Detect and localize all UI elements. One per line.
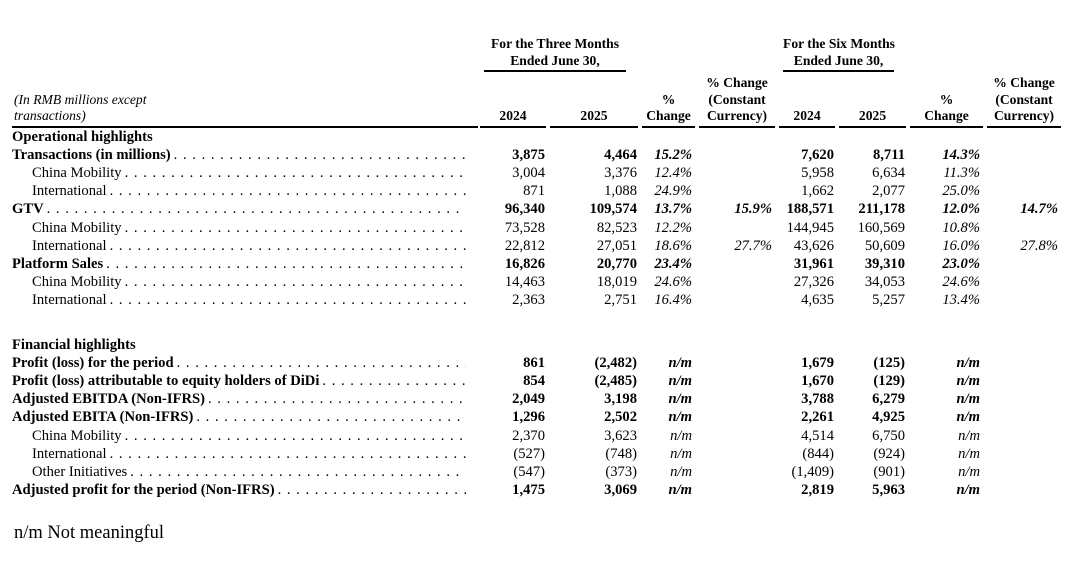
col-2025-6m: 2025: [837, 72, 908, 128]
dot-leader: [125, 219, 466, 237]
cell-value: 5,958: [801, 164, 835, 181]
row-label: [12, 182, 478, 200]
row-label: [12, 445, 478, 463]
row-label: [12, 146, 478, 164]
cell-value: 861: [523, 354, 545, 371]
cell-value: 24.9%: [654, 183, 693, 200]
cell-value: 1,088: [604, 183, 638, 200]
cell-value: 8,711: [872, 146, 906, 163]
row-label: [12, 200, 478, 218]
six-months-line2: Ended June 30,: [793, 52, 884, 68]
dot-leader: [208, 390, 466, 408]
cell-value: [697, 463, 777, 481]
dot-leader: [47, 200, 466, 218]
row-label-text: Transactions (in millions): [12, 146, 171, 163]
table-row: [12, 427, 1063, 445]
cell-value: 4,635: [801, 292, 835, 309]
cell-value: n/m: [670, 463, 693, 480]
col-pct-change-cc-3m: [697, 72, 777, 128]
dot-leader: [125, 273, 466, 291]
cell-value: [985, 219, 1063, 237]
cell-value: 7,620: [801, 146, 835, 163]
table-row: [12, 200, 1063, 218]
cell-value: (129): [873, 372, 906, 389]
six-months-header: [777, 36, 908, 72]
cell-value: [985, 408, 1063, 426]
table-row: [12, 291, 1063, 309]
pct-cc-line1: % Change: [706, 75, 768, 90]
pct-change-line2: Change: [924, 108, 969, 123]
cell-value: 22,812: [504, 237, 545, 254]
cell-value: 2,370: [512, 427, 545, 444]
cell-value: 1,670: [801, 372, 835, 389]
pct-cc-line3: Currency): [706, 108, 768, 123]
pct-change-line1: %: [661, 91, 676, 107]
cell-value: [777, 128, 837, 146]
table-row: [12, 408, 1063, 426]
dot-leader: [110, 291, 466, 309]
row-label: [12, 354, 478, 372]
cell-value: [697, 427, 777, 445]
cell-value: [697, 372, 777, 390]
cell-value: 3,623: [604, 427, 638, 444]
cell-value: (547): [513, 463, 545, 480]
cell-value: 6,750: [872, 427, 906, 444]
col-2024-3m: 2024: [478, 72, 548, 128]
cell-value: 3,875: [512, 146, 545, 163]
row-label-text: Financial highlights: [12, 336, 136, 353]
cell-value: [697, 182, 777, 200]
cell-value: n/m: [958, 463, 981, 480]
cell-value: (844): [802, 445, 835, 462]
row-label-header: [12, 72, 478, 128]
cell-value: 1,679: [801, 354, 835, 371]
cell-value: 2,261: [801, 409, 835, 426]
row-label-header-line1: (In RMB millions except: [14, 91, 147, 107]
cell-value: 5,963: [872, 482, 906, 499]
cell-value: 16.4%: [654, 292, 693, 309]
cell-value: 1,296: [512, 409, 545, 426]
cell-value: 2,363: [512, 292, 545, 309]
cell-value: 109,574: [589, 201, 638, 218]
cell-value: n/m: [956, 391, 981, 408]
col-pct-change-6m: [908, 72, 985, 128]
cell-value: [985, 427, 1063, 445]
table-row: [12, 164, 1063, 182]
cell-value: [985, 463, 1063, 481]
cell-value: 23.0%: [942, 255, 981, 272]
table-row: [12, 372, 1063, 390]
three-months-line1: For the Three Months: [491, 36, 620, 51]
cell-value: 73,528: [504, 219, 545, 236]
cell-value: 3,788: [801, 391, 835, 408]
cell-value: [985, 182, 1063, 200]
cell-value: 23.4%: [654, 255, 693, 272]
row-label-text: GTV: [12, 201, 44, 218]
cell-value: 15.9%: [734, 201, 773, 218]
cell-value: [697, 336, 777, 354]
row-label: [12, 481, 478, 499]
cell-value: 4,464: [604, 146, 638, 163]
cell-value: [697, 146, 777, 164]
cell-value: (2,482): [594, 354, 638, 371]
empty-header-cell: [908, 36, 985, 72]
cell-value: n/m: [668, 409, 693, 426]
table-row: [12, 481, 1063, 499]
empty-header-cell: [985, 36, 1063, 72]
dot-leader: [125, 164, 466, 182]
row-label: [12, 291, 478, 309]
cell-value: [697, 408, 777, 426]
cell-value: n/m: [956, 409, 981, 426]
cell-value: 2,751: [604, 292, 638, 309]
cell-value: n/m: [958, 445, 981, 462]
empty-header-cell: [640, 36, 697, 72]
cell-value: 24.6%: [654, 274, 693, 291]
cell-value: n/m: [958, 427, 981, 444]
cell-value: [697, 219, 777, 237]
dot-leader: [130, 463, 466, 481]
row-label: [12, 164, 478, 182]
six-months-line1: For the Six Months: [783, 36, 895, 51]
table-row: [12, 255, 1063, 273]
cell-value: 10.8%: [942, 219, 981, 236]
row-label-text: Operational highlights: [12, 128, 153, 145]
cell-value: [697, 445, 777, 463]
dot-leader: [177, 354, 466, 372]
cell-value: n/m: [956, 482, 981, 499]
cell-value: [697, 255, 777, 273]
cell-value: (901): [873, 463, 906, 480]
dot-leader: [110, 182, 466, 200]
cell-value: (125): [873, 354, 906, 371]
pct-cc-line2: (Constant: [708, 91, 766, 107]
cell-value: [697, 291, 777, 309]
cell-value: 2,077: [872, 183, 906, 200]
row-label: [12, 237, 478, 255]
row-label-header-line2: transactions): [14, 108, 86, 123]
row-label: [12, 372, 478, 390]
cell-value: 13.4%: [942, 292, 981, 309]
footnote: n/m Not meaningful: [14, 523, 165, 544]
cell-value: 12.2%: [654, 219, 693, 236]
cell-value: [985, 255, 1063, 273]
table-row: [12, 336, 1063, 354]
cell-value: 6,279: [872, 391, 906, 408]
row-label: [12, 427, 478, 445]
row-label-text: Adjusted EBITA (Non-IFRS): [12, 409, 194, 426]
three-months-header: [478, 36, 640, 72]
table-row: [12, 237, 1063, 255]
three-months-line2: Ended June 30,: [510, 52, 600, 68]
row-label-text: China Mobility: [32, 219, 122, 236]
cell-value: 27,326: [793, 274, 835, 291]
cell-value: n/m: [956, 354, 981, 371]
dot-leader: [278, 481, 466, 499]
cell-value: 12.0%: [942, 201, 981, 218]
dot-leader: [322, 372, 466, 390]
cell-value: 14.7%: [1020, 201, 1059, 218]
cell-value: (373): [605, 463, 638, 480]
cell-value: 4,514: [801, 427, 835, 444]
cell-value: 1,662: [801, 183, 835, 200]
cell-value: (748): [605, 445, 638, 462]
cell-value: [985, 481, 1063, 499]
row-label-text: Other Initiatives: [32, 463, 128, 480]
cell-value: [777, 336, 837, 354]
cell-value: 144,945: [786, 219, 835, 236]
cell-value: 31,961: [793, 255, 835, 272]
cell-value: (2,485): [594, 372, 638, 389]
cell-value: (1,409): [791, 463, 835, 480]
table-row: [12, 445, 1063, 463]
cell-value: [697, 481, 777, 499]
cell-value: 18,019: [596, 274, 638, 291]
cell-value: 2,049: [512, 391, 545, 408]
cell-value: 160,569: [857, 219, 906, 236]
pct-cc-line1: % Change: [993, 75, 1055, 90]
row-label-text: International: [32, 445, 107, 462]
cell-value: 12.4%: [654, 164, 693, 181]
pct-change-line1: %: [939, 91, 954, 107]
col-2024-6m: 2024: [777, 72, 837, 128]
cell-value: [985, 354, 1063, 372]
table-row: [12, 463, 1063, 481]
dot-leader: [110, 237, 466, 255]
cell-value: n/m: [668, 482, 693, 499]
cell-value: [985, 146, 1063, 164]
cell-value: 43,626: [793, 237, 835, 254]
cell-value: [697, 273, 777, 291]
cell-value: [837, 336, 908, 354]
cell-value: (527): [513, 445, 545, 462]
cell-value: 14,463: [504, 274, 545, 291]
row-label-text: International: [32, 183, 107, 200]
cell-value: [985, 291, 1063, 309]
row-label-text: China Mobility: [32, 427, 122, 444]
cell-value: n/m: [668, 391, 693, 408]
row-label: [12, 273, 478, 291]
dot-leader: [106, 255, 466, 273]
cell-value: n/m: [670, 427, 693, 444]
cell-value: 20,770: [596, 255, 638, 272]
cell-value: 27,051: [596, 237, 638, 254]
spacer-cell: [12, 310, 1063, 336]
row-label: [12, 463, 478, 481]
cell-value: 16,826: [504, 255, 545, 272]
cell-value: [908, 128, 985, 146]
cell-value: [985, 128, 1063, 146]
row-label: [12, 128, 478, 146]
row-label-text: International: [32, 292, 107, 309]
cell-value: 2,502: [604, 409, 638, 426]
cell-value: 6,634: [872, 164, 906, 181]
table-row: [12, 146, 1063, 164]
cell-value: 3,198: [604, 391, 638, 408]
row-label-text: Profit (loss) for the period: [12, 354, 174, 371]
cell-value: n/m: [956, 372, 981, 389]
table-row: [12, 310, 1063, 336]
cell-value: [548, 336, 640, 354]
col-pct-change-3m: [640, 72, 697, 128]
pct-cc-line2: (Constant: [995, 91, 1053, 107]
dot-leader: [110, 445, 466, 463]
cell-value: 27.8%: [1020, 237, 1059, 254]
cell-value: [640, 336, 697, 354]
cell-value: [478, 336, 548, 354]
table-row: [12, 354, 1063, 372]
cell-value: 25.0%: [942, 183, 981, 200]
cell-value: 50,609: [864, 237, 906, 254]
row-label: [12, 390, 478, 408]
cell-value: 96,340: [504, 201, 545, 218]
row-label-text: Profit (loss) attributable to equity holders of DiDi: [12, 372, 320, 389]
cell-value: [697, 390, 777, 408]
cell-value: 5,257: [872, 292, 906, 309]
cell-value: 3,069: [604, 482, 638, 499]
cell-value: (924): [873, 445, 906, 462]
financial-table: [12, 36, 1063, 499]
cell-value: 82,523: [596, 219, 638, 236]
cell-value: 4,925: [872, 409, 906, 426]
empty-header-cell: [12, 36, 478, 72]
cell-value: 871: [523, 183, 545, 200]
table-row: [12, 273, 1063, 291]
row-label-text: China Mobility: [32, 274, 122, 291]
dot-leader: [174, 146, 466, 164]
cell-value: 854: [523, 372, 545, 389]
cell-value: [548, 128, 640, 146]
row-label: [12, 408, 478, 426]
row-label: [12, 255, 478, 273]
table-body: [12, 128, 1063, 500]
row-label-text: Adjusted EBITDA (Non-IFRS): [12, 391, 205, 408]
cell-value: 27.7%: [734, 237, 773, 254]
row-label: [12, 219, 478, 237]
period-header-row: [12, 36, 1063, 72]
cell-value: 15.2%: [654, 146, 693, 163]
pct-cc-line3: Currency): [993, 108, 1055, 123]
cell-value: [985, 164, 1063, 182]
table-row: [12, 219, 1063, 237]
pct-change-line2: Change: [646, 108, 691, 123]
dot-leader: [196, 408, 466, 426]
cell-value: [837, 128, 908, 146]
cell-value: 24.6%: [942, 274, 981, 291]
cell-value: [640, 128, 697, 146]
table-row: [12, 390, 1063, 408]
cell-value: 1,475: [512, 482, 545, 499]
table-row: [12, 182, 1063, 200]
cell-value: [985, 445, 1063, 463]
cell-value: n/m: [668, 354, 693, 371]
row-label: [12, 336, 478, 354]
row-label-text: Adjusted profit for the period (Non-IFRS): [12, 482, 275, 499]
cell-value: 3,004: [512, 164, 545, 181]
table-row: [12, 128, 1063, 146]
cell-value: 39,310: [864, 255, 906, 272]
row-label-text: International: [32, 237, 107, 254]
col-pct-change-cc-6m: [985, 72, 1063, 128]
cell-value: 3,376: [604, 164, 638, 181]
row-label-text: China Mobility: [32, 164, 122, 181]
cell-value: 188,571: [786, 201, 835, 218]
cell-value: 211,178: [858, 201, 906, 218]
cell-value: [985, 336, 1063, 354]
cell-value: n/m: [670, 445, 693, 462]
cell-value: [478, 128, 548, 146]
cell-value: 16.0%: [942, 237, 981, 254]
cell-value: 14.3%: [942, 146, 981, 163]
cell-value: [908, 336, 985, 354]
cell-value: 18.6%: [654, 237, 693, 254]
column-header-row: [12, 72, 1063, 128]
cell-value: [697, 354, 777, 372]
row-label-text: Platform Sales: [12, 255, 104, 272]
dot-leader: [125, 427, 466, 445]
cell-value: 34,053: [864, 274, 906, 291]
cell-value: [985, 372, 1063, 390]
cell-value: [985, 273, 1063, 291]
empty-header-cell: [697, 36, 777, 72]
cell-value: [697, 128, 777, 146]
col-2025-3m: 2025: [548, 72, 640, 128]
cell-value: [697, 164, 777, 182]
cell-value: n/m: [668, 372, 693, 389]
cell-value: [985, 390, 1063, 408]
cell-value: 2,819: [801, 482, 835, 499]
cell-value: 13.7%: [654, 201, 693, 218]
cell-value: 11.3%: [943, 164, 981, 181]
